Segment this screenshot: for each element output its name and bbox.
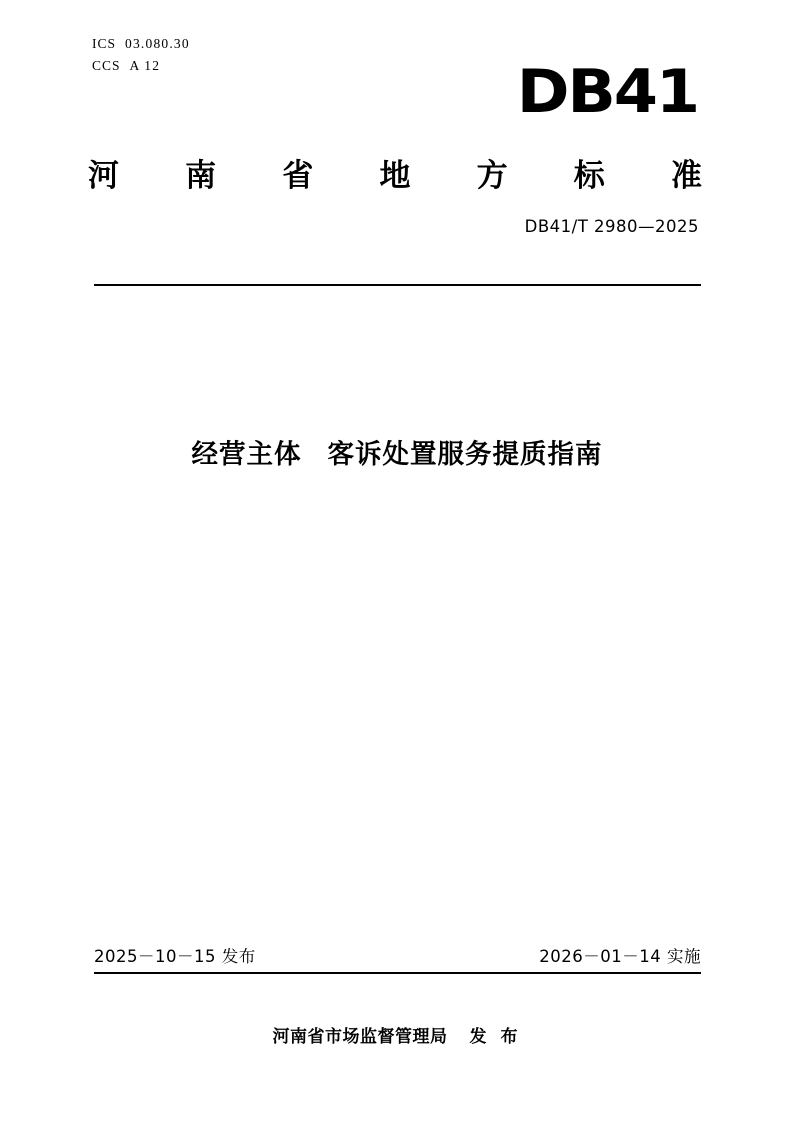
ccs-value: A 12: [129, 58, 161, 73]
publish-date: 2025－10－15 发布: [94, 947, 256, 966]
heading-char-3: 地: [379, 158, 411, 194]
heading-char-5: 标: [573, 158, 605, 194]
document-title: [0, 432, 794, 471]
document-title-part2: 客诉处置服务提质指南: [327, 439, 603, 470]
publisher-name: 河南省市场监督管理局: [272, 1027, 448, 1047]
heading-char-1: 南: [185, 158, 217, 194]
standard-number: DB41/T 2980—2025: [524, 217, 699, 236]
heading-char-0: 河: [88, 158, 119, 194]
ccs-label: CCS: [92, 58, 121, 73]
footer-divider: [94, 972, 701, 974]
heading-char-4: 方: [476, 158, 508, 194]
date-row: [94, 943, 701, 967]
publish-word: 发 布: [469, 1027, 522, 1047]
publisher-line: [0, 1022, 794, 1047]
ics-value: 03.080.30: [125, 36, 190, 51]
document-title-part1: 经营主体: [191, 439, 302, 470]
classification-codes: [92, 33, 190, 77]
province-standard-heading: [88, 150, 702, 195]
ics-label: ICS: [92, 36, 117, 51]
heading-char-2: 省: [282, 158, 314, 194]
ccs-code-line: [92, 55, 190, 77]
effective-date: 2026－01－14 实施: [539, 947, 701, 966]
heading-char-6: 准: [670, 158, 702, 194]
header-divider: [94, 284, 701, 286]
ics-code-line: [92, 33, 190, 55]
db41-logo: DB41: [516, 57, 698, 127]
